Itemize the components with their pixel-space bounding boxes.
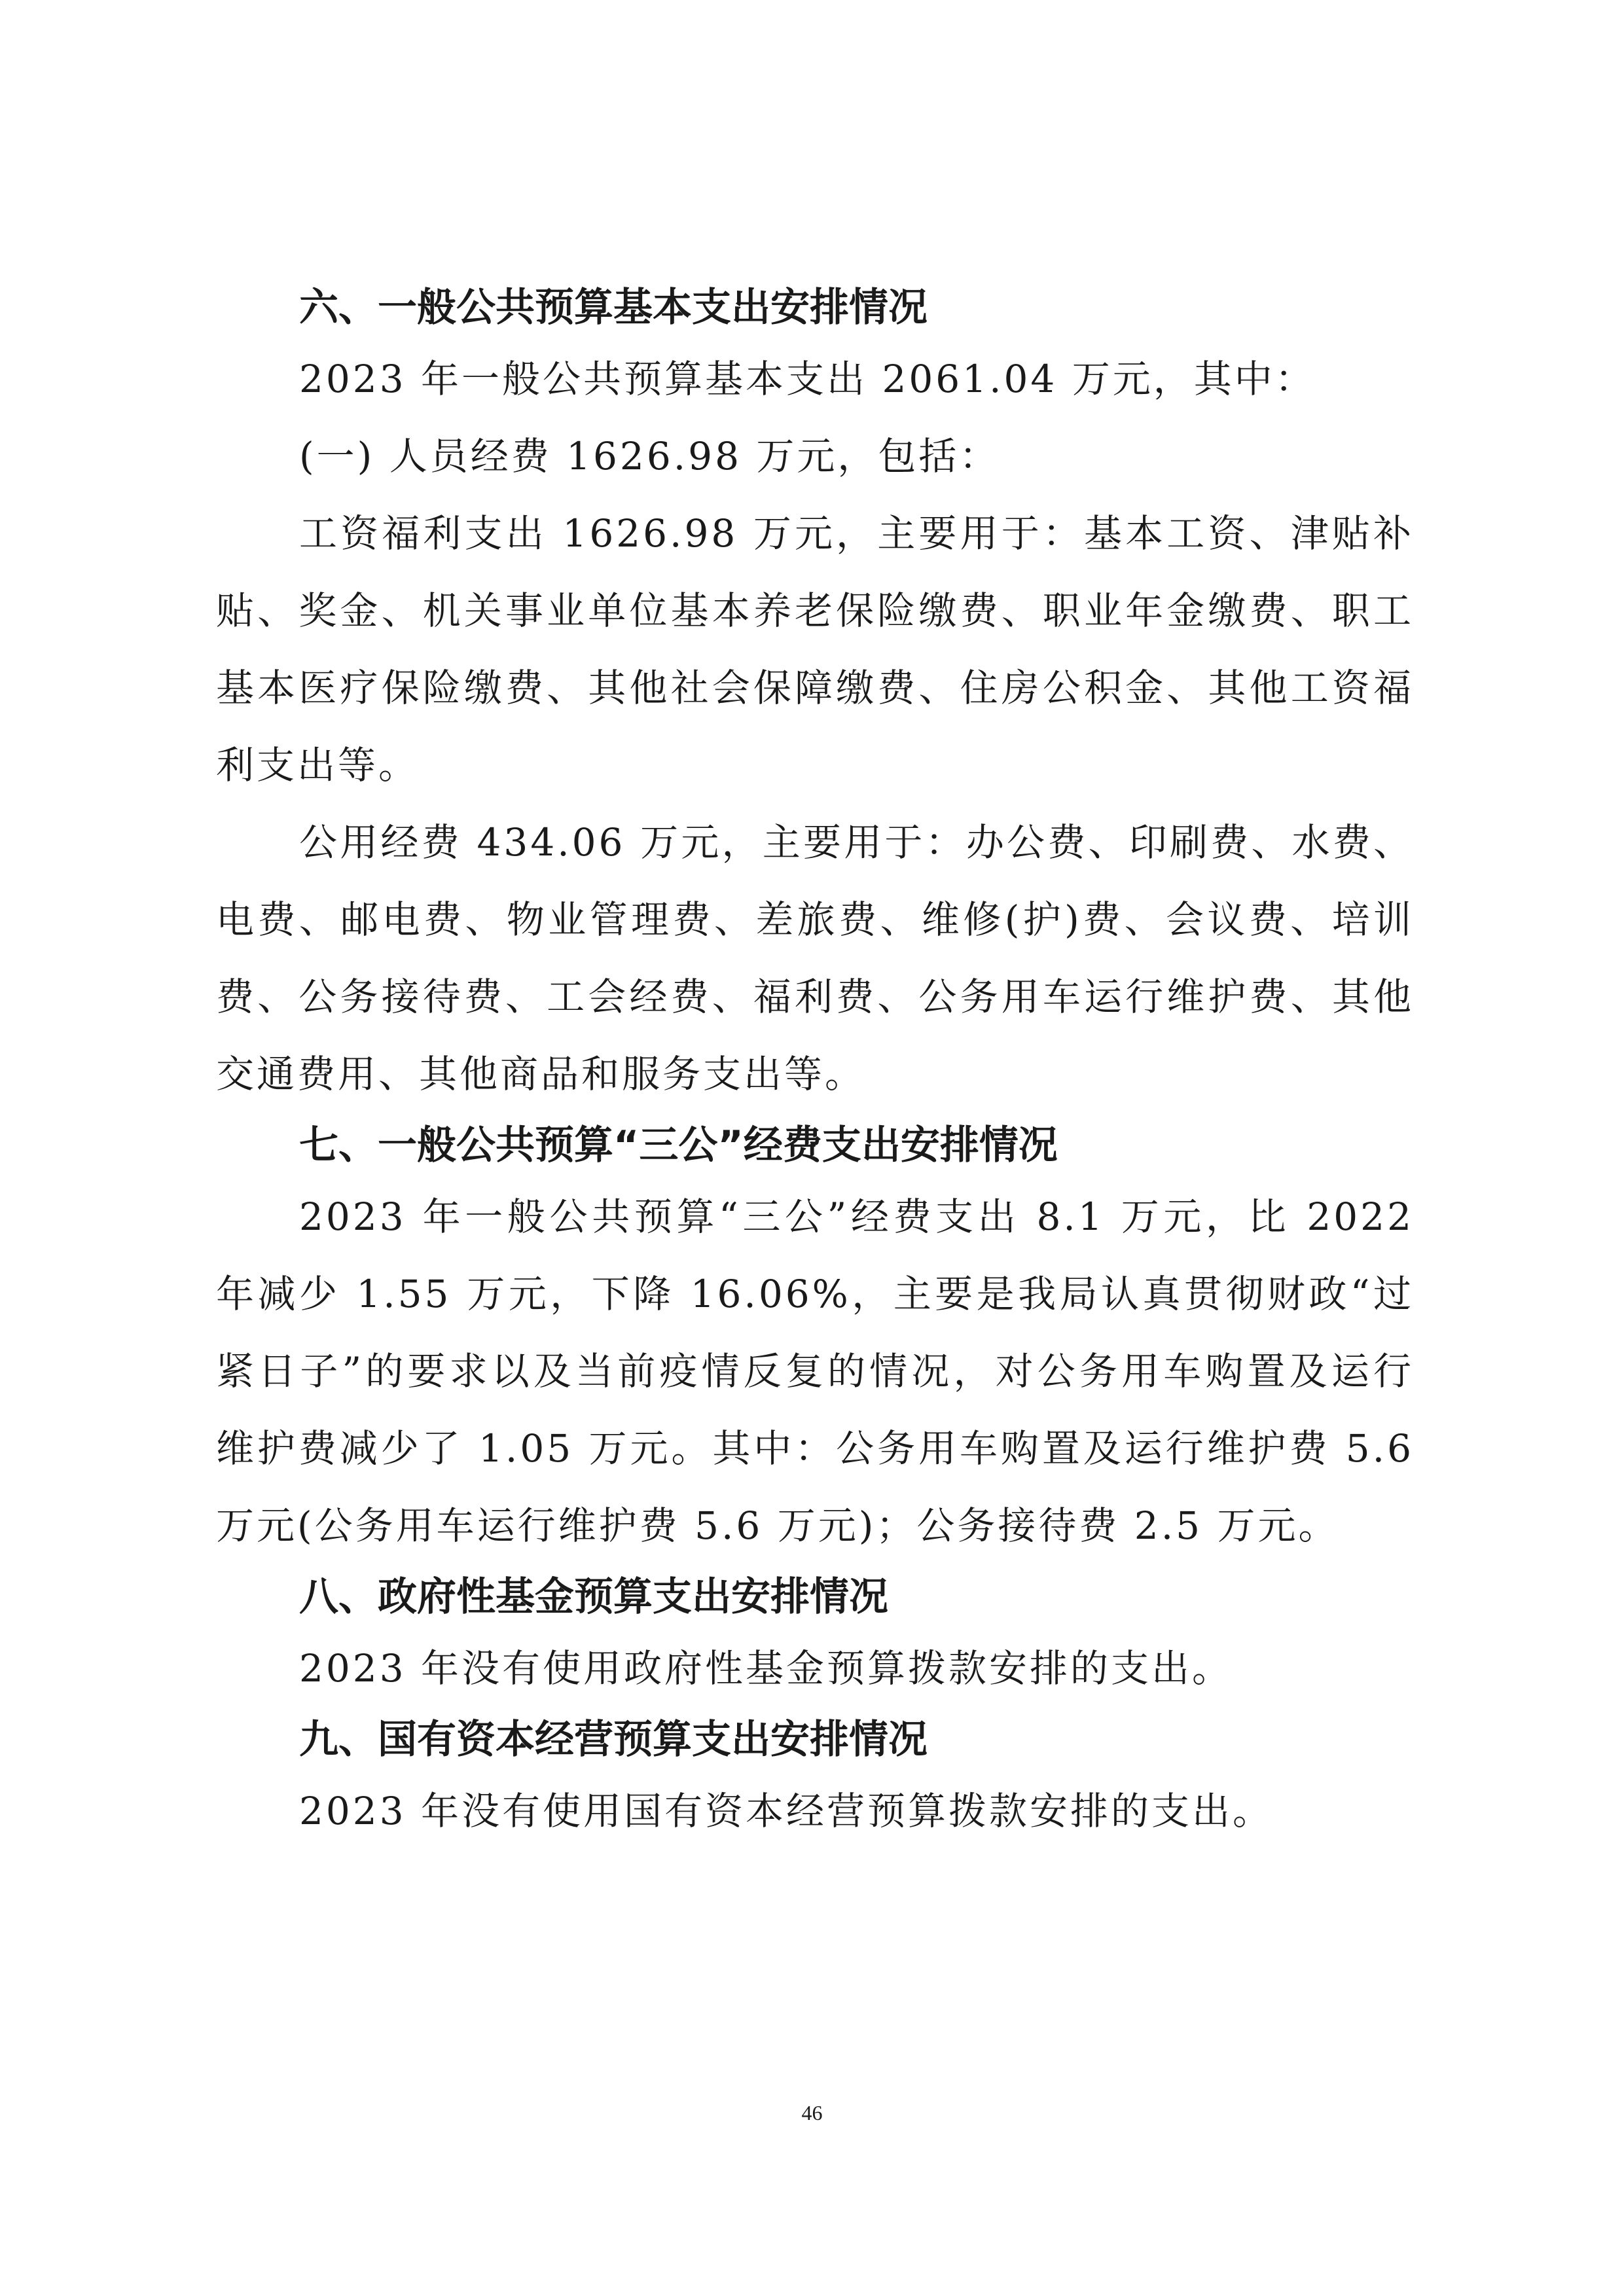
section-heading-7: 七、一般公共预算“三公”经费支出安排情况 <box>299 1122 1058 1168</box>
paragraph-three-public-expenses: 2023 年一般公共预算“三公”经费支出 8.1 万元，比 2022 年减少 1.55 万元，下降 16.06%，主要是我局认真贯彻财政“过紧日子”的要求以及当前疫情反复的情况，对公务用车购置及运行维护费减少了 1.05 万元。其中：公务用车购置及运行维护费 5.6 万元(公务用车运行维护费 5.6 万元)；公务接待费 2.5 万元。 <box>216 1194 1414 1548</box>
paragraph-state-capital: 2023 年没有使用国有资本经营预算拨款安排的支出。 <box>299 1789 1274 1833</box>
page-number: 46 <box>801 2101 823 2125</box>
section-heading-9: 九、国有资本经营预算支出安排情况 <box>299 1717 928 1763</box>
paragraph-government-fund: 2023 年没有使用政府性基金预算拨款安排的支出。 <box>299 1646 1233 1691</box>
page-content <box>216 275 1414 1850</box>
paragraph-public-expenses: 公用经费 434.06 万元，主要用于：办公费、印刷费、水费、电费、邮电费、物业管理费、差旅费、维修(护)费、会议费、培训费、公务接待费、工会经费、福利费、公务用车运行维护费、其他交通费用、其他商品和服务支出等。 <box>216 820 1414 1096</box>
paragraph-basic-expenditure-total: 2023 年一般公共预算基本支出 2061.04 万元，其中： <box>299 357 1316 401</box>
paragraph-wage-welfare: 工资福利支出 1626.98 万元，主要用于：基本工资、津贴补贴、奖金、机关事业单位基本养老保险缴费、职业年金缴费、职工基本医疗保险缴费、其他社会保障缴费、住房公积金、其他工资福利支出等。 <box>216 511 1414 787</box>
section-heading-8: 八、政府性基金预算支出安排情况 <box>299 1574 888 1620</box>
section-heading-6: 六、一般公共预算基本支出安排情况 <box>299 285 928 331</box>
paragraph-personnel-expenses: (一) 人员经费 1626.98 万元，包括： <box>299 434 1000 478</box>
